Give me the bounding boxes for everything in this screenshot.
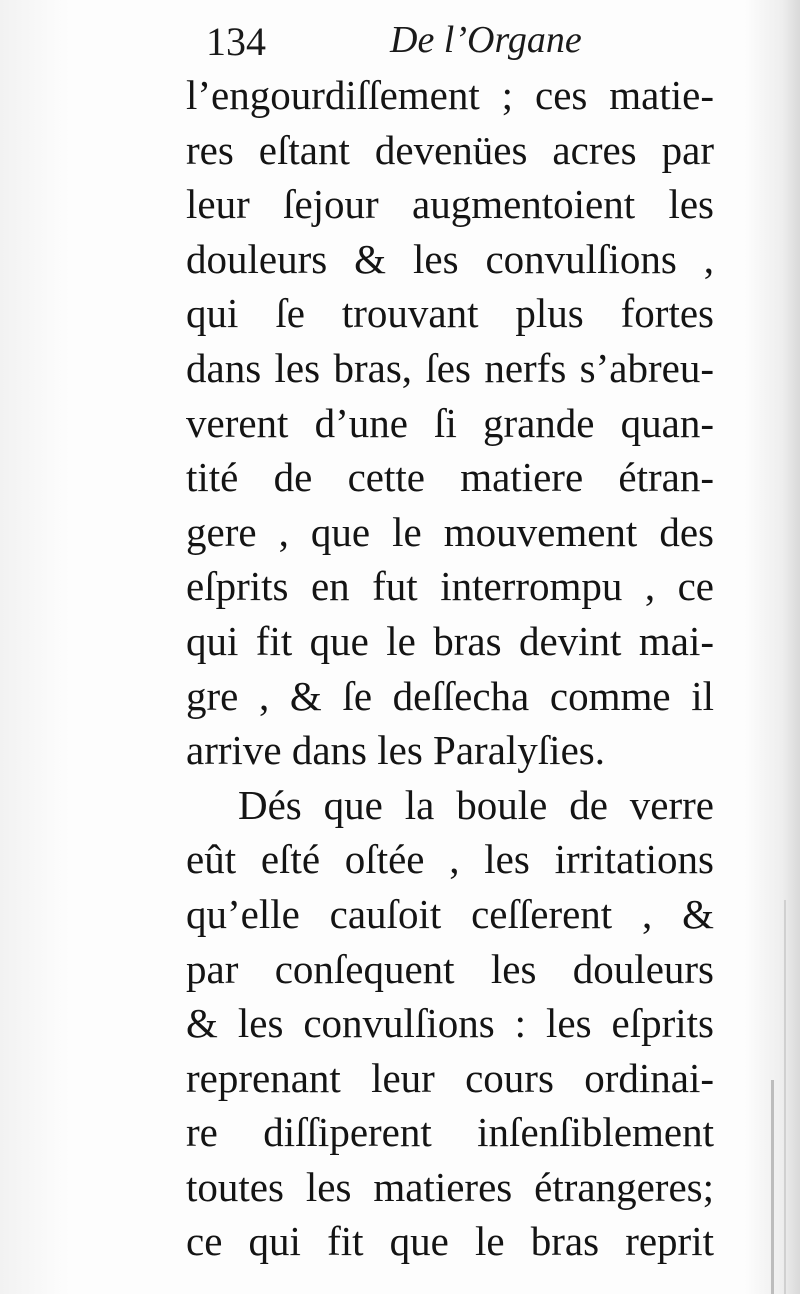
paragraph-end-line: arrive dans les Paralyſies.: [186, 727, 605, 774]
text-line: l’engourdiſſement ; ces matie-: [186, 72, 714, 118]
page-number: 134: [206, 19, 266, 64]
text-line: dans les bras, ſes nerfs s’abreu-: [186, 344, 714, 391]
text-line: ce qui fit que le bras reprit: [186, 1218, 714, 1265]
body-text: [186, 68, 714, 1269]
text-line: toutes les matieres étrangeres;: [186, 1163, 714, 1210]
text-line: leur ſejour augmentoient les: [186, 181, 714, 228]
text-line: re diſſiperent inſenſiblement: [186, 1109, 714, 1156]
text-line: par conſequent les douleurs: [186, 945, 714, 992]
page-header: [206, 18, 726, 68]
text-line: gre , & ſe deſſecha comme il: [186, 672, 714, 719]
running-head: De l’Organe: [390, 19, 582, 61]
page-edge-mark-secondary: [784, 900, 786, 1294]
text-line: reprenant leur cours ordinai-: [186, 1054, 714, 1101]
text-line: tité de cette matiere étran-: [186, 454, 714, 501]
text-line: verent d’une ſi grande quan-: [186, 399, 714, 446]
page-edge-mark: [771, 1080, 774, 1294]
text-line: res eſtant devenües acres par: [186, 126, 714, 173]
text-line: douleurs & les convulſions ,: [186, 235, 714, 282]
text-line: eût eſté oſtée , les irritations: [186, 836, 714, 883]
paragraph-start-line: Dés que la boule de verre: [238, 781, 714, 828]
text-line: eſprits en fut interrompu , ce: [186, 563, 714, 610]
text-line: qu’elle cauſoit ceſſerent , &: [186, 890, 714, 937]
text-line: qui ſe trouvant plus fortes: [186, 290, 714, 337]
text-line: gere , que le mouvement des: [186, 508, 714, 555]
text-line: qui fit que le bras devint mai-: [186, 617, 714, 664]
scan-shadow-left: [0, 0, 70, 1294]
text-line: & les convulſions : les eſprits: [186, 1000, 714, 1047]
